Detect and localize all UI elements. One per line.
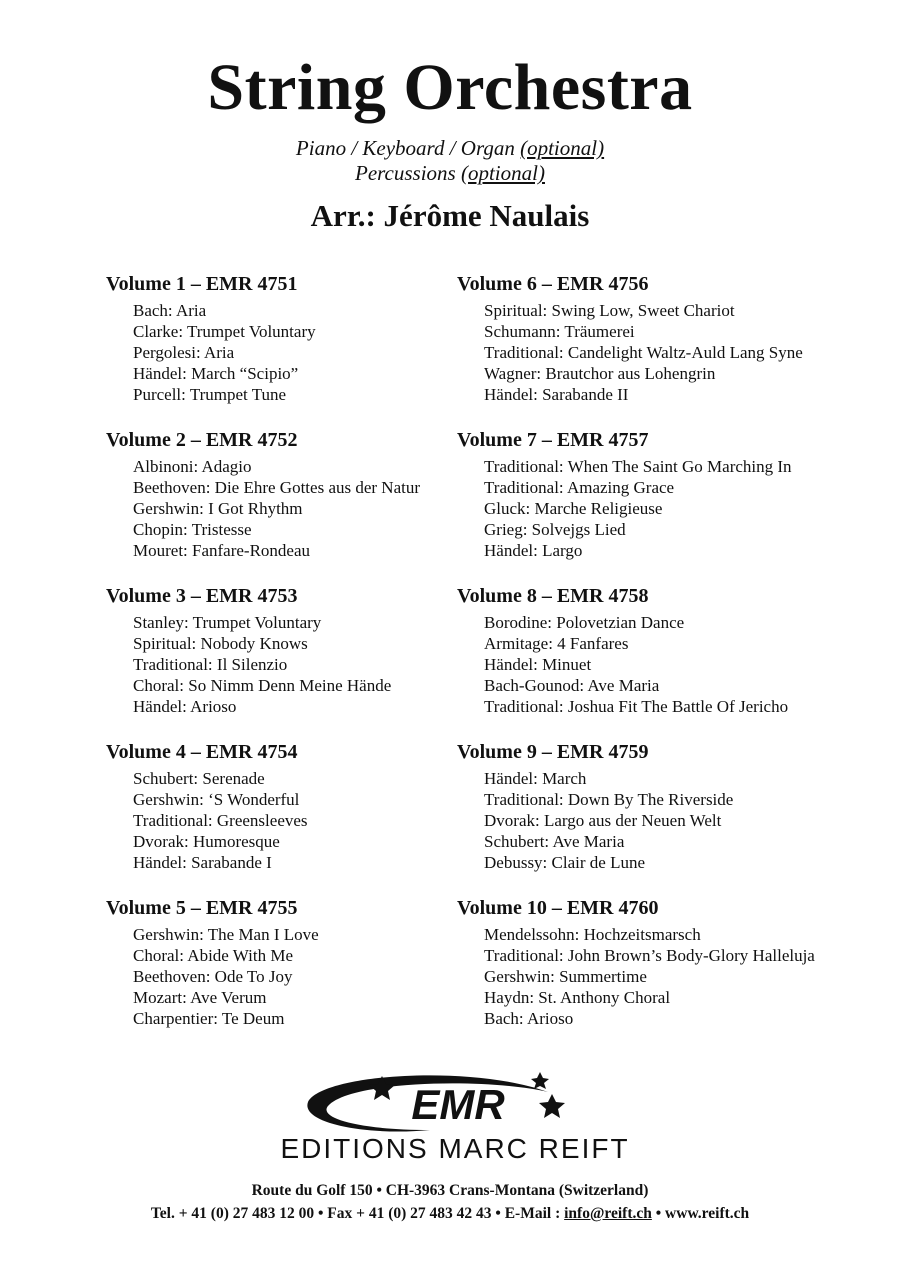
piece-item: Gluck: Marche Religieuse [484, 499, 663, 518]
piece-item: Mozart: Ave Verum [133, 988, 267, 1007]
piece-item: Händel: March [484, 769, 587, 788]
piece-item: Clarke: Trumpet Voluntary [133, 322, 316, 341]
website[interactable]: • www.reift.ch [651, 1205, 750, 1222]
arranger: Arr.: Jérôme Naulais [310, 198, 590, 233]
piece-item: Pergolesi: Aria [133, 343, 235, 362]
piece-item: Gershwin: Summertime [484, 967, 647, 986]
piece-list [457, 768, 897, 873]
piece-item: Debussy: Clair de Lune [484, 853, 645, 872]
piece-item: Gershwin: ‘S Wonderful [133, 790, 300, 809]
piece-item: Händel: Largo [484, 541, 583, 560]
volume-column-right [457, 272, 897, 1052]
piece-item: Bach-Gounod: Ave Maria [484, 676, 660, 695]
piece-item: Dvorak: Largo aus der Neuen Welt [484, 811, 722, 830]
optional-note: (optional) [520, 136, 605, 160]
piece-item: Mendelssohn: Hochzeitsmarsch [484, 925, 701, 944]
piece-item: Bach: Aria [133, 301, 207, 320]
piece-item: Traditional: Candelight Waltz-Auld Lang Syne [484, 343, 803, 362]
emr-mark: EMR [411, 1081, 505, 1128]
volume-heading: Volume 3 – EMR 4753 [106, 585, 298, 607]
piece-item: Beethoven: Die Ehre Gottes aus der Natur [133, 478, 421, 497]
piece-item: Traditional: Amazing Grace [484, 478, 675, 497]
volume-heading: Volume 7 – EMR 4757 [457, 429, 649, 451]
piece-item: Purcell: Trumpet Tune [133, 385, 287, 404]
volume-heading: Volume 2 – EMR 4752 [106, 429, 298, 451]
piece-item: Traditional: Down By The Riverside [484, 790, 734, 809]
piece-item: Gershwin: I Got Rhythm [133, 499, 303, 518]
piece-item: Händel: Arioso [133, 697, 237, 716]
volume-heading: Volume 10 – EMR 4760 [457, 897, 659, 919]
instrumentation-line-1 [0, 136, 900, 161]
volume-heading: Volume 5 – EMR 4755 [106, 897, 298, 919]
piece-item: Traditional: Greensleeves [133, 811, 308, 830]
piece-item: Schubert: Ave Maria [484, 832, 625, 851]
piece-item: Traditional: John Brown’s Body-Glory Halleluja [484, 946, 815, 965]
phone-fax: Tel. + 41 (0) 27 483 12 00 • Fax + 41 (0) 27 483 42 43 • E-Mail : [150, 1205, 565, 1222]
piece-item: Chopin: Tristesse [133, 520, 252, 539]
piece-item: Choral: Abide With Me [133, 946, 294, 965]
piece-list [457, 300, 897, 405]
piece-item: Choral: So Nimm Denn Meine Hände [133, 676, 392, 695]
emr-logo [230, 1066, 680, 1166]
instrumentation-line-2 [0, 161, 900, 186]
piece-item: Borodine: Polovetzian Dance [484, 613, 685, 632]
publisher-contact [0, 1205, 900, 1223]
volume-block [457, 896, 897, 1052]
volume-heading: Volume 9 – EMR 4759 [457, 741, 649, 763]
volume-heading: Volume 8 – EMR 4758 [457, 585, 649, 607]
volume-block [457, 428, 897, 584]
piece-item: Händel: Sarabande II [484, 385, 629, 404]
volume-heading: Volume 6 – EMR 4756 [457, 273, 649, 295]
optional-note: (optional) [460, 161, 545, 185]
email-link[interactable]: info@reift.ch [564, 1205, 652, 1222]
piece-item: Stanley: Trumpet Voluntary [133, 613, 322, 632]
piece-item: Gershwin: The Man I Love [133, 925, 319, 944]
piece-item: Spiritual: Nobody Knows [133, 634, 308, 653]
instrumentation-keyboard: Piano / Keyboard / Organ [295, 136, 521, 160]
piece-item: Charpentier: Te Deum [133, 1009, 285, 1028]
volume-block [457, 272, 897, 428]
piece-list [457, 924, 897, 1029]
piece-item: Haydn: St. Anthony Choral [484, 988, 671, 1007]
piece-item: Spiritual: Swing Low, Sweet Chariot [484, 301, 735, 320]
volume-heading: Volume 1 – EMR 4751 [106, 273, 298, 295]
piece-item: Albinoni: Adagio [133, 457, 252, 476]
piece-item: Schubert: Serenade [133, 769, 265, 788]
piece-item: Traditional: When The Saint Go Marching In [484, 457, 792, 476]
volume-block [457, 584, 897, 740]
publisher-address: Route du Golf 150 • CH-3963 Crans-Montana (Switzerland) [251, 1182, 649, 1199]
piece-item: Schumann: Träumerei [484, 322, 635, 341]
piece-item: Händel: Sarabande I [133, 853, 272, 872]
piece-item: Wagner: Brautchor aus Lohengrin [484, 364, 716, 383]
instrumentation-percussion: Percussions [355, 161, 461, 185]
piece-item: Traditional: Joshua Fit The Battle Of Jericho [484, 697, 789, 716]
piece-list [457, 456, 897, 561]
piece-item: Traditional: Il Silenzio [133, 655, 288, 674]
piece-item: Grieg: Solvejgs Lied [484, 520, 626, 539]
piece-item: Mouret: Fanfare-Rondeau [133, 541, 311, 560]
page-title: String Orchestra [207, 51, 693, 124]
piece-item: Armitage: 4 Fanfares [484, 634, 629, 653]
piece-item: Händel: March “Scipio” [133, 364, 299, 383]
publisher-name: EDITIONS MARC REIFT [280, 1133, 630, 1164]
piece-item: Händel: Minuet [484, 655, 592, 674]
volume-block [457, 740, 897, 896]
piece-item: Bach: Arioso [484, 1009, 574, 1028]
piece-item: Beethoven: Ode To Joy [133, 967, 293, 986]
piece-list [457, 612, 897, 717]
volume-heading: Volume 4 – EMR 4754 [106, 741, 298, 763]
piece-item: Dvorak: Humoresque [133, 832, 280, 851]
